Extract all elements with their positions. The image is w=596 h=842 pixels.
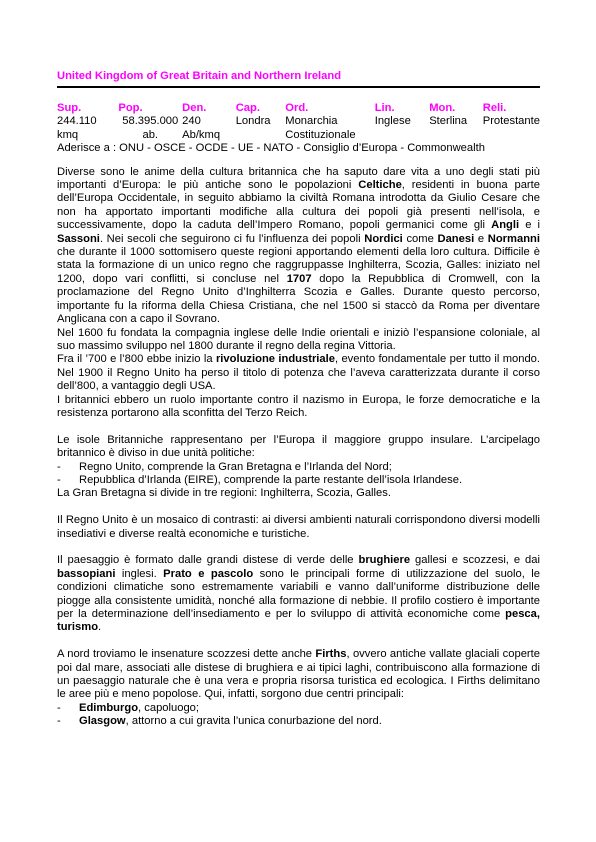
- stats-value: Monarchia Costituzionale: [285, 115, 356, 141]
- list-item: - Edimburgo, capoluogo;: [57, 701, 200, 714]
- stats-value-row: [57, 115, 540, 142]
- paragraph-colonial: Nel 1600 fu fondata la compagnia inglese delle Indie orientali e iniziò l’espansione coloniale, al suo massimo sviluppo nel 1800 durante il regno della regina Vittoria.: [57, 326, 540, 352]
- list-item: - Glasgow, attorno a cui gravita l’unica conurbazione del nord.: [57, 715, 382, 728]
- stats-header: Den.: [182, 102, 207, 114]
- paragraph-history: Diverse sono le anime della cultura britannica che ha saputo dare vita a uno degli stati più importanti d’Europa: le più antiche sono le popolazioni Celtiche, residenti in buona parte dell’Europa Occidentale, in seguito abbiamo la civiltà Romana introdotta da Giulio Cesare che non ha apportato importanti modifiche alla cultura dei popoli già presenti nell’isola, e successivamente, dopo la caduta dell’Impero Romano, popoli germanici come gli Angli e i Sassoni. Nei secoli che seguirono ci fu l’influenza dei popoli Nordici come Danesi e Normanni che durante il 1000 sottomisero queste regioni apportando elementi della loro cultura. Difficile è stata la formazione di un unico regno che raggruppasse Inghilterra, Scozia, Galles: iniziato nel 1200, dopo vari conflitti, si concluse nel 1707 dopo la Repubblica di Cromwell, con la proclamazione del Regno Unito d’Inghilterra Scozia e Galles. Durante questo percorso, importante fu la riforma della Chiesa Cristiana, che nel 1500 si staccò da Roma per diventare Anglicana con a capo il Sovrano.: [57, 165, 541, 326]
- stats-header: Pop.: [118, 102, 143, 114]
- stats-header: Ord.: [285, 102, 309, 114]
- membership-line: Aderisce a : ONU - OSCE - OCDE - UE - NATO - Consiglio d’Europa - Commonwealth: [57, 142, 485, 155]
- stats-value: 58.395.000 ab.: [122, 115, 179, 141]
- document-title: United Kingdom of Great Britain and Northern Ireland: [57, 70, 342, 82]
- stats-header: Lin.: [374, 102, 395, 114]
- stats-header-row: [57, 100, 540, 115]
- paragraph-contrasts: Il Regno Unito è un mosaico di contrasti: ai diversi ambienti naturali corrispondono diversi modelli insediativi e diverse realtà economiche e turistiche.: [57, 514, 540, 540]
- list-item: - Repubblica d’Irlanda (EIRE), comprende la parte restante dell’isola Irlandese.: [57, 473, 463, 486]
- stats-value: Sterlina: [429, 115, 468, 128]
- paragraph-firths: A nord troviamo le insenature scozzesi dette anche Firths, ovvero antiche vallate glaciali coperte poi dal mare, associati alle distese di brughiera e ai tipici laghi, contribuiscono alla formazione di un paesaggio naturale che è una vera e propria risorsa turistica ed ecologica. I Firths delimitano le aree più e meno popolose. Qui, infatti, sorgono due centri principali:: [57, 648, 540, 701]
- paragraph-landscape: Il paesaggio è formato dalle grandi distese di verde delle brughiere gallesi e scozzesi, e dai bassopiani inglesi. Prato e pascolo sono le principali forme di utilizzazione del suolo, le condizioni climatiche sono estremamente variabili e vanno dall’uniforme distribuzione delle piogge alla consistente umidità, nonché alla formazione di nebbie. Il profilo costiero è importante per la determinazione dell’insediamento e per lo sviluppo di attività economiche come pesca, turismo.: [57, 554, 541, 634]
- country-stats-table: [57, 100, 540, 142]
- paragraph-nazism: I britannici ebbero un ruolo importante contro il nazismo in Europa, le forze democratiche e la resistenza portarono alla sconfitta del Terzo Reich.: [57, 393, 540, 419]
- list-item: - Regno Unito, comprende la Gran Bretagna e l’Irlanda del Nord;: [57, 460, 392, 473]
- title-underline: [57, 86, 540, 88]
- paragraph-regions: La Gran Bretagna si divide in tre regioni: Inghilterra, Scozia, Galles.: [57, 487, 391, 500]
- stats-value: Protestante: [482, 115, 540, 128]
- stats-value: Inglese: [374, 115, 411, 128]
- stats-header: Reli.: [482, 102, 507, 114]
- stats-value: Londra: [235, 115, 271, 128]
- paragraph-industrial: Fra il ’700 e l’800 ebbe inizio la rivoluzione industriale, evento fondamentale per tutto il mondo. Nel 1900 il Regno Unito ha perso il titolo di potenza che l’aveva caratterizzata durante il corso dell’800, a vantaggio degli USA.: [57, 353, 541, 393]
- stats-value: 240 Ab/kmq: [182, 115, 221, 141]
- paragraph-islands: Le isole Britanniche rappresentano per l’Europa il maggiore gruppo insulare. L’arcipelago britannico è diviso in due unità politiche:: [57, 433, 540, 460]
- stats-header: Cap.: [235, 102, 260, 114]
- stats-header: Mon.: [429, 102, 456, 114]
- stats-header: Sup.: [57, 102, 82, 114]
- document-content: [57, 70, 540, 729]
- stats-value: 244.110 kmq: [57, 115, 97, 141]
